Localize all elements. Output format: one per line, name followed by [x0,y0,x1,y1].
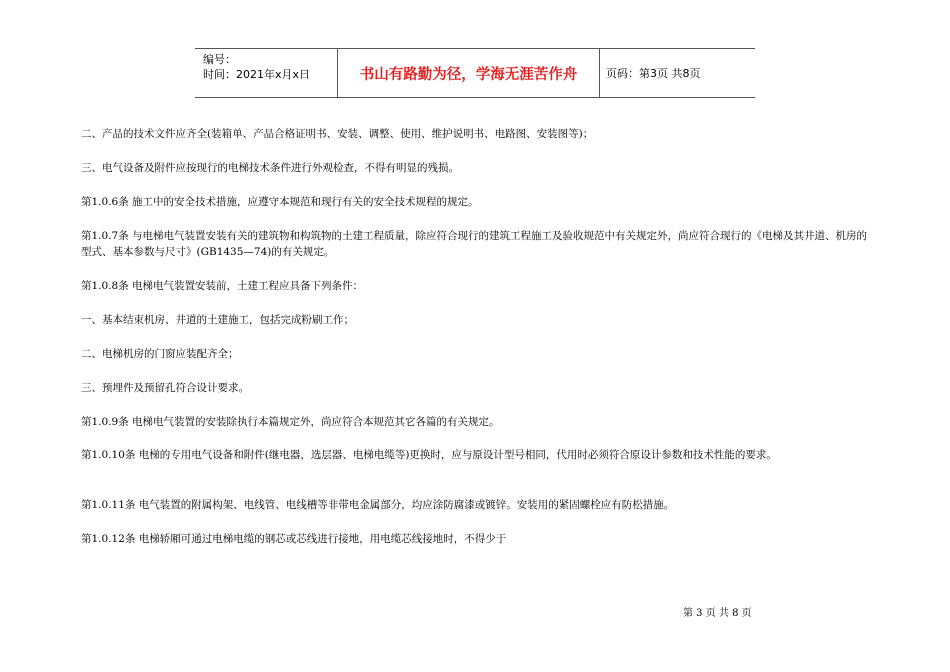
paragraph: 三、电气设备及附件应按现行的电梯技术条件进行外观检查，不得有明显的残损。 [81,162,459,174]
paragraph: 第1.0.6条 施工中的安全技术措施，应遵守本规范和现行有关的安全技术规程的规定。 [81,196,479,208]
paragraph: 第1.0.12条 电梯轿厢可通过电梯电缆的钢芯或芯线进行接地，用电缆芯线接地时，不得少于 [81,533,507,545]
number-label: 编号： [203,53,236,66]
header-page-code: 页码：第3页 共8页 [606,67,701,80]
paragraph: 第1.0.9条 电梯电气装置的安装除执行本篇规定外，尚应符合本规范其它各篇的有关规定。 [81,416,500,428]
header-motto: 书山有路勤为径，学海无涯苦作舟 [338,49,600,97]
paragraph: 第1.0.10条 电梯的专用电气设备和附件(继电器，选层器、电梯电缆等)更换时，应与原设计型号相同，代用时必须符合原设计参数和技术性能的要求。 [81,449,777,461]
paragraph: 一、基本结束机房、井道的土建施工，包括完成粉刷工作； [81,314,354,326]
paragraph: 第1.0.11条 电气装置的附属构架、电线管、电线槽等非带电金属部分，均应涂防腐漆或镀锌。安装用的紧固螺栓应有防松措施。 [81,499,675,511]
paragraph: 二、产品的技术文件应齐全(装箱单、产品合格证明书、安装、调整、使用、维护说明书、电路图、安装图等)； [81,128,594,140]
paragraph: 二、电梯机房的门窗应装配齐全； [81,348,239,360]
paragraph: 三、预埋件及预留孔符合设计要求。 [81,382,249,394]
header-info-cell [195,49,338,97]
page-header [195,48,755,98]
page-footer: 第 3 页 共 8 页 [683,608,752,619]
paragraph: 第1.0.8条 电梯电气装置安装前，土建工程应具备下列条件： [81,280,364,292]
time-label: 时间：2021年x月x日 [203,68,311,81]
paragraph: 第1.0.7条 与电梯电气装置安装有关的建筑物和构筑物的土建工程质量，除应符合现行的建筑工程施工及验收规范中有关规定外，尚应符合现行的《电梯及其井道、机房的型式、基本参数与尺寸》(GB1435—74)的有关规定。 [81,230,868,258]
